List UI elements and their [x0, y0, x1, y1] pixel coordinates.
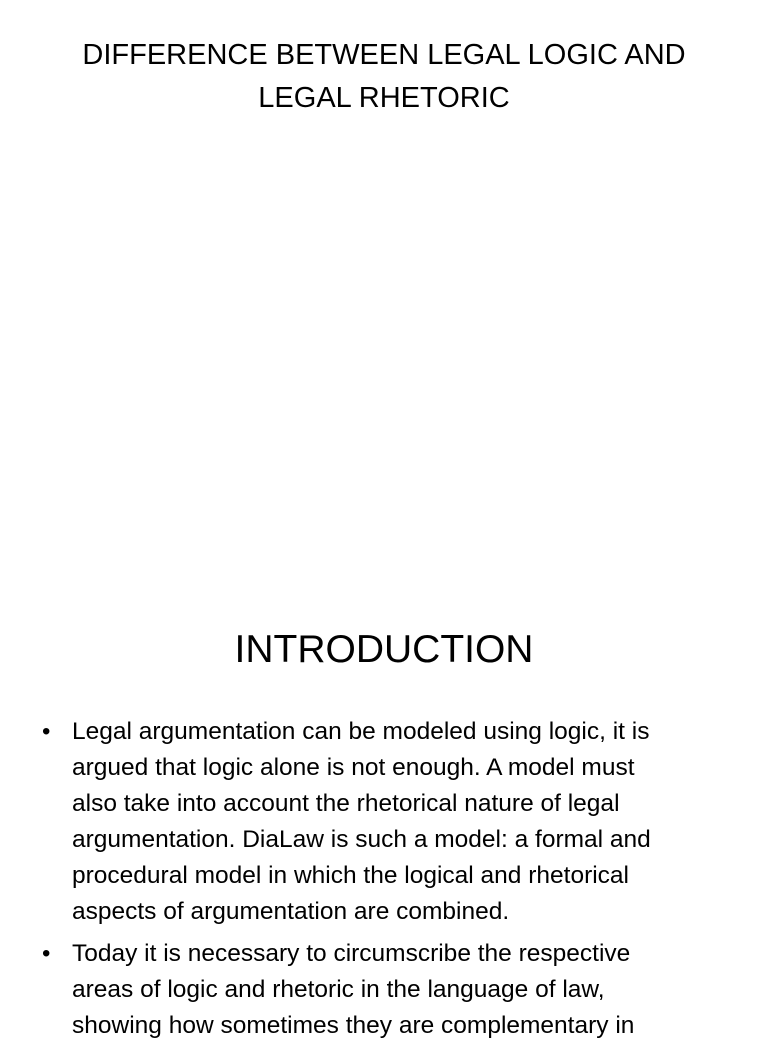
title-line: DIFFERENCE BETWEEN LEGAL LOGIC AND	[82, 39, 686, 71]
bullet-item	[40, 714, 740, 930]
bullet-line: areas of logic and rhetoric in the language of law,	[72, 976, 605, 1003]
bullet-line: aspects of argumentation are combined.	[72, 898, 510, 925]
bullet-list	[40, 714, 740, 1050]
bullet-line: Legal argumentation can be modeled using logic, it is	[72, 718, 650, 745]
slide-introduction	[0, 580, 768, 1039]
bullet-icon: •	[42, 718, 51, 745]
bullet-item	[40, 936, 740, 1044]
bullet-line: Today it is necessary to circumscribe the respective	[72, 940, 631, 967]
bullet-icon: •	[42, 940, 51, 967]
bullet-line: showing how sometimes they are complementary in	[72, 1012, 635, 1039]
bullet-line: argumentation. DiaLaw is such a model: a formal and	[72, 826, 651, 853]
bullet-line: argued that logic alone is not enough. A model must	[72, 754, 635, 781]
bullet-line: procedural model in which the logical and rhetorical	[72, 862, 630, 889]
bullet-line: also take into account the rhetorical nature of legal	[72, 790, 620, 817]
title-line: LEGAL RHETORIC	[258, 82, 510, 114]
page-title	[40, 34, 728, 120]
slide-heading: INTRODUCTION	[234, 628, 534, 671]
